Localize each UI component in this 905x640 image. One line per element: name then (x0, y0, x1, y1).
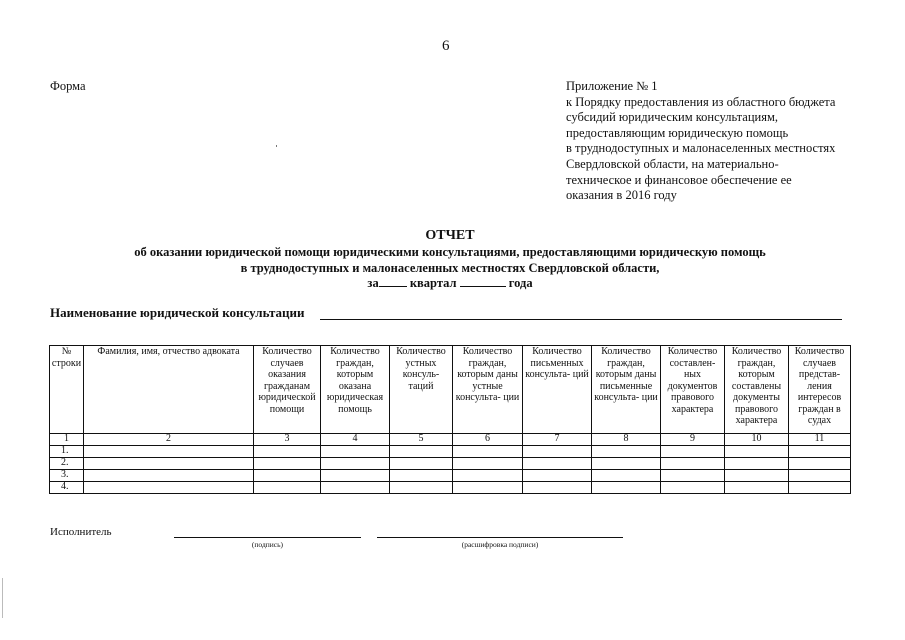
row-number-cell: 2. (50, 458, 84, 470)
column-number-row (50, 434, 851, 446)
table-cell[interactable] (661, 470, 725, 482)
appendix-line: техническое и финансовое обеспечение ее (566, 172, 792, 187)
table-header-row (50, 346, 851, 434)
table-row (50, 458, 851, 470)
table-cell[interactable] (84, 458, 254, 470)
report-period (60, 275, 840, 291)
org-name-label: Наименование юридической консультации (50, 305, 305, 320)
header-cell: Количество граждан, которым составлены документы правового характера (725, 346, 789, 434)
column-number-cell: 4 (321, 434, 390, 446)
period-prefix: за (367, 276, 379, 290)
table-cell[interactable] (84, 470, 254, 482)
table-row (50, 482, 851, 494)
appendix-line: к Порядку предоставления из областного бюджета (566, 94, 836, 109)
table-cell[interactable] (523, 446, 592, 458)
table-cell[interactable] (321, 470, 390, 482)
appendix-line: Свердловской области, на материально- (566, 156, 779, 171)
table-cell[interactable] (254, 446, 321, 458)
page-number: 6 (442, 38, 450, 54)
table-cell[interactable] (254, 470, 321, 482)
header-cell: Количество граждан, которым даны письменные консульта- ции (592, 346, 661, 434)
period-year-word: года (508, 276, 533, 290)
table-cell[interactable] (254, 458, 321, 470)
table-cell[interactable] (789, 482, 851, 494)
appendix-line: в труднодоступных и малонаселенных местностях (566, 141, 836, 156)
column-number-cell: 11 (789, 434, 851, 446)
table-cell[interactable] (725, 482, 789, 494)
header-cell: Количество граждан, которым оказана юридическая помощь (321, 346, 390, 434)
appendix-line: предоставляющим юридическую помощь (566, 125, 789, 140)
column-number-cell: 5 (390, 434, 453, 446)
org-name-field[interactable] (320, 319, 842, 320)
appendix-line: Приложение № 1 (566, 79, 658, 93)
column-number-cell: 9 (661, 434, 725, 446)
scan-speck (276, 145, 277, 147)
report-table (49, 345, 851, 494)
table-cell[interactable] (592, 446, 661, 458)
report-subtitle-line: в труднодоступных и малонаселенных местностях Свердловской области, (240, 260, 660, 275)
table-cell[interactable] (789, 470, 851, 482)
period-quarter-word: квартал (409, 276, 457, 290)
table-cell[interactable] (725, 458, 789, 470)
header-cell: Фамилия, имя, отчество адвоката (84, 346, 254, 434)
quarter-blank[interactable] (379, 275, 407, 287)
table-cell[interactable] (321, 446, 390, 458)
header-cell: Количество устных консуль- таций (390, 346, 453, 434)
table-cell[interactable] (453, 482, 523, 494)
table-cell[interactable] (523, 482, 592, 494)
year-blank[interactable] (460, 275, 506, 287)
column-number-cell: 8 (592, 434, 661, 446)
form-label: Форма (50, 79, 86, 93)
table-cell[interactable] (254, 482, 321, 494)
header-cell: Количество письменных консульта- ций (523, 346, 592, 434)
report-subtitle-line: об оказании юридической помощи юридическими консультациями, предоставляющими юридическую помощь (134, 245, 766, 259)
header-cell: Количество случаев оказания гражданам юридической помощи (254, 346, 321, 434)
column-number-cell: 3 (254, 434, 321, 446)
table-cell[interactable] (453, 470, 523, 482)
table-cell[interactable] (592, 470, 661, 482)
table-cell[interactable] (84, 482, 254, 494)
signature-decode-line[interactable] (377, 537, 623, 538)
appendix-block (566, 79, 866, 204)
table-cell[interactable] (725, 446, 789, 458)
table-row (50, 446, 851, 458)
table-cell[interactable] (321, 482, 390, 494)
report-title: ОТЧЕТ (425, 228, 475, 243)
signature-caption: (подпись) (251, 540, 284, 549)
column-number-cell: 10 (725, 434, 789, 446)
table-cell[interactable] (661, 458, 725, 470)
signature-decode-caption: (расшифровка подписи) (461, 540, 539, 549)
table-cell[interactable] (523, 470, 592, 482)
column-number-cell: 2 (84, 434, 254, 446)
header-cell: Количество случаев представ- ления интересов граждан в судах (789, 346, 851, 434)
table-cell[interactable] (84, 446, 254, 458)
table-cell[interactable] (390, 458, 453, 470)
table-cell[interactable] (592, 482, 661, 494)
table-cell[interactable] (789, 458, 851, 470)
row-number-cell: 4. (50, 482, 84, 494)
table-row (50, 470, 851, 482)
table-cell[interactable] (390, 446, 453, 458)
header-cell: Количество составлен- ных документов правового характера (661, 346, 725, 434)
scan-edge-mark (2, 578, 3, 618)
column-number-cell: 7 (523, 434, 592, 446)
table-cell[interactable] (523, 458, 592, 470)
table-cell[interactable] (453, 446, 523, 458)
appendix-line: субсидий юридическим консультациям, (566, 110, 778, 125)
row-number-cell: 1. (50, 446, 84, 458)
table-cell[interactable] (789, 446, 851, 458)
header-cell: Количество граждан, которым даны устные консульта- ции (453, 346, 523, 434)
header-cell: № строки (50, 346, 84, 434)
table-cell[interactable] (390, 482, 453, 494)
executor-label: Исполнитель (50, 526, 112, 538)
report-title-block (60, 228, 840, 276)
table-cell[interactable] (661, 446, 725, 458)
column-number-cell: 6 (453, 434, 523, 446)
table-cell[interactable] (725, 470, 789, 482)
table-cell[interactable] (321, 458, 390, 470)
row-number-cell: 3. (50, 470, 84, 482)
signature-line[interactable] (174, 537, 361, 538)
table-cell[interactable] (592, 458, 661, 470)
table-cell[interactable] (453, 458, 523, 470)
column-number-cell: 1 (50, 434, 84, 446)
table-cell[interactable] (390, 470, 453, 482)
appendix-line: оказания в 2016 году (566, 188, 677, 203)
table-cell[interactable] (661, 482, 725, 494)
